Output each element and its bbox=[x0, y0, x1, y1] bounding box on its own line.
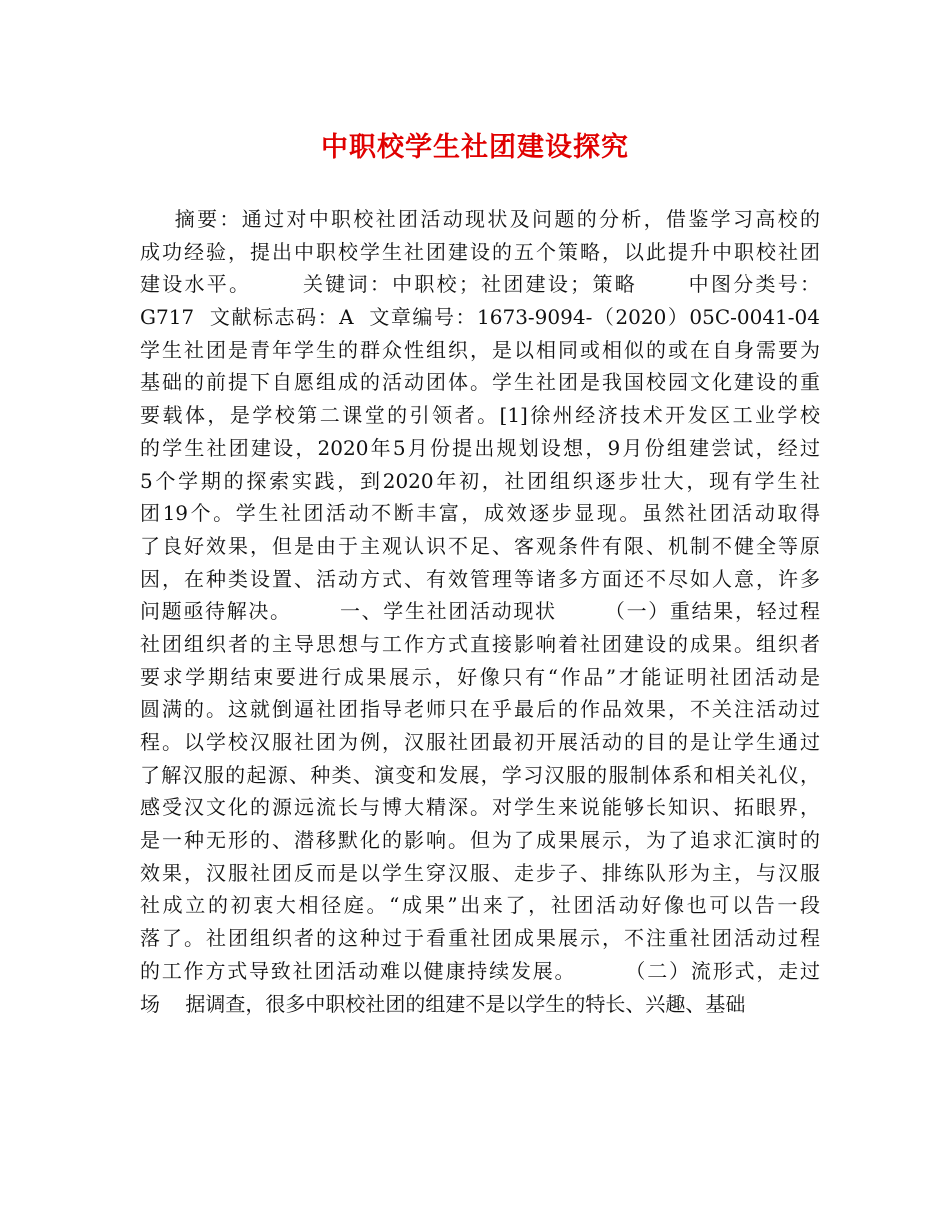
body-line: 程。以学校汉服社团为例，汉服社团最初开展活动的目的是让学生通过 bbox=[140, 730, 820, 754]
body-line: G717 文献标志码：A 文章编号：1673-9094-（2020）05C-0041-04 bbox=[140, 305, 820, 330]
body-line: 基础的前提下自愿组成的活动团体。学生社团是我国校园文化建设的重 bbox=[140, 370, 820, 395]
body-line: 的学生社团建设，2020年5月份提出规划设想，9月份组建尝试，经过 bbox=[140, 435, 820, 460]
body-line: 的工作方式导致社团活动难以健康持续发展。 （二）流形式，走过 bbox=[140, 958, 820, 983]
body-line: 了解汉服的起源、种类、演变和发展，学习汉服的服制体系和相关礼仪， bbox=[140, 762, 820, 787]
body-line: 学生社团是青年学生的群众性组织，是以相同或相似的或在自身需要为 bbox=[140, 337, 820, 362]
body-line: 感受汉文化的源远流长与博大精深。对学生来说能够长知识、拓眼界， bbox=[140, 795, 820, 820]
body-line: 问题亟待解决。 一、学生社团活动现状 （一）重结果，轻过程 bbox=[140, 599, 820, 624]
body-line: 要载体，是学校第二课堂的引领者。[1]徐州经济技术开发区工业学校 bbox=[140, 403, 820, 428]
document-title: 中职校学生社团建设探究 bbox=[321, 132, 629, 163]
body-line: 是一种无形的、潜移默化的影响。但为了成果展示，为了追求汇演时的 bbox=[140, 828, 820, 853]
document-body bbox=[140, 203, 820, 1020]
body-line: 圆满的。这就倒逼社团指导老师只在乎最后的作品效果，不关注活动过 bbox=[140, 697, 820, 722]
body-line: 5个学期的探索实践，到2020年初，社团组织逐步壮大，现有学生社 bbox=[140, 468, 820, 493]
body-line: 因，在种类设置、活动方式、有效管理等诸多方面还不尽如人意，许多 bbox=[140, 566, 820, 591]
body-line: 要求学期结束要进行成果展示，好像只有“作品”才能证明社团活动是 bbox=[140, 664, 820, 689]
body-line: 了良好效果，但是由于主观认识不足、客观条件有限、机制不健全等原 bbox=[140, 533, 820, 558]
body-line: 建设水平。 关键词：中职校；社团建设；策略 中图分类号： bbox=[140, 272, 820, 297]
body-line: 社成立的初衷大相径庭。“成果”出来了，社团活动好像也可以告一段 bbox=[140, 893, 820, 918]
body-line: 成功经验，提出中职校学生社团建设的五个策略，以此提升中职校社团 bbox=[140, 239, 820, 264]
body-line: 落了。社团组织者的这种过于看重社团成果展示，不注重社团活动过程 bbox=[140, 926, 820, 951]
body-line: 团19个。学生社团活动不断丰富，成效逐步显现。虽然社团活动取得 bbox=[140, 501, 820, 526]
body-line: 场 据调查，很多中职校社团的组建不是以学生的特长、兴趣、基础 bbox=[140, 991, 746, 1016]
body-line: 摘要：通过对中职校社团活动现状及问题的分析，借鉴学习高校的 bbox=[140, 207, 820, 231]
body-line: 效果，汉服社团反而是以学生穿汉服、走步子、排练队形为主，与汉服 bbox=[140, 860, 820, 885]
body-line: 社团组织者的主导思想与工作方式直接影响着社团建设的成果。组织者 bbox=[140, 631, 820, 656]
